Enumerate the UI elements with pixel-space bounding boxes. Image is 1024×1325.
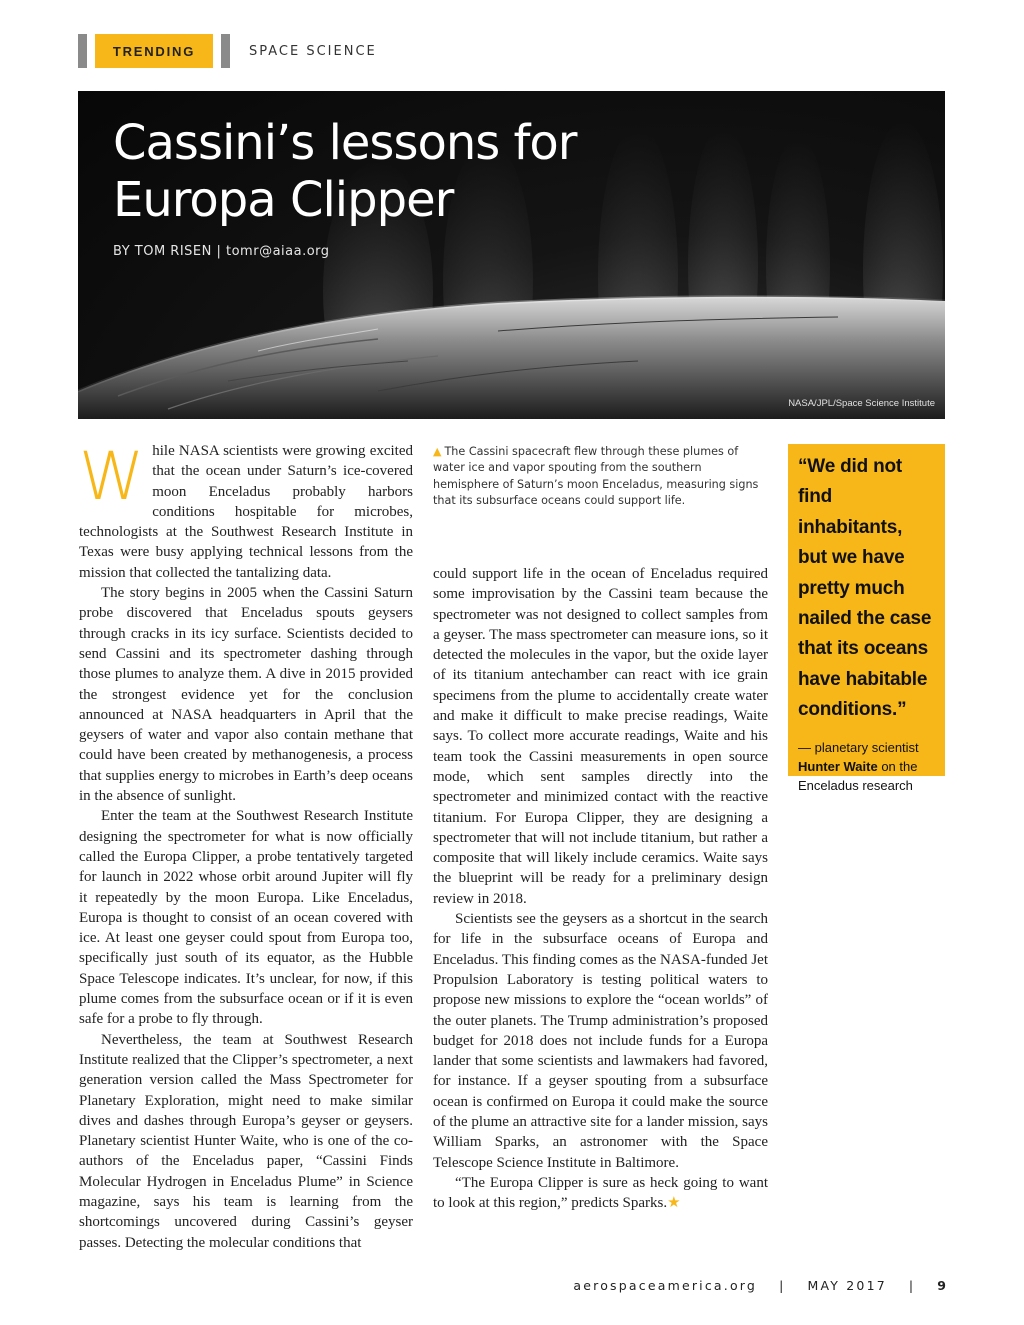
- end-star-icon: ★: [667, 1195, 681, 1212]
- photo-credit: NASA/JPL/Space Science Institute: [788, 398, 935, 409]
- paragraph-7-text: “The Europa Clipper is sure as heck going to want to look at this region,” predicts Sparks.: [433, 1174, 768, 1212]
- article-paragraph-3: Enter the team at the Southwest Research Institute designing the spectrometer for what is now officially called the Europa Clipper, a probe tentatively targeted for launch in 2022 whose orbit around Jupiter will fly it repeatedly by the moon Europa. Like Enceladus, Europa is thought to consist of an ocean covered with ice. At least one geyser could spout from Europa too, specifically just south of its equator, as the Hubble Space Telescope indicates. It’s unclear, for now, if this plume comes from the subsurface ocean or if it is even safe for a probe to fly through.: [79, 808, 413, 1028]
- article-title: [113, 115, 713, 229]
- footer-separator-1: |: [779, 1278, 786, 1293]
- article-paragraph-2: The story begins in 2005 when the Cassini Saturn probe discovered that Enceladus spouts geysers through cracks in its icy surface. Scientists decided to send Cassini and its spectrometer dashing through those plumes to analyze them. A dive in 2015 provided the strongest evidence yet for the conclusion announced at NASA headquarters in April that the geysers of water and vapor also contain methane that could have been created by methanogenesis, a process that supplies energy to microbes in Earth’s deep oceans in the absence of sunlight.: [79, 585, 413, 805]
- article-title-line-2: Europa Clipper: [113, 172, 454, 228]
- article-title-line-1: Cassini’s lessons for: [113, 115, 577, 171]
- footer-date: MAY 2017: [807, 1278, 887, 1293]
- tag-bar-right: [221, 34, 230, 68]
- article-paragraph-5: could support life in the ocean of Enceladus required some improvisation by the Cassini team because the spectrometer was not designed to collect samples from a geyser. The mass spectrometer can measure ions, so it detected the molecules in the vapor, but the oxide layer of its titanium antechamber can react with ice grain specimens from the plume to accidentally create water and make it difficult to make precise readings, Waite says. To collect more accurate readings, Waite and his team took the Cassini measurements in open source mode, which sent samples directly into the spectrometer and minimized contact with the reactive titanium. For Europa Clipper, they are designing a spectrometer that will not include titanium, but rather a composite that will likely include ceramics. Waite says the blueprint will be ready for a preliminary design review in 2018.: [433, 566, 768, 907]
- page-number: 9: [937, 1278, 946, 1293]
- hero-image: [78, 91, 945, 419]
- article-paragraph-7: [433, 1173, 768, 1214]
- article-column-1: [79, 438, 413, 1253]
- pull-quote-attribution: [798, 738, 935, 795]
- page-footer: [573, 1278, 946, 1293]
- attribution-prefix: — planetary scientist: [798, 739, 919, 755]
- pull-quote-box: [788, 444, 945, 793]
- article-paragraph-1: [79, 438, 413, 583]
- article-paragraph-4: Nevertheless, the team at Southwest Research Institute realized that the Clipper’s spectrometer, a next generation version called the Mass Spectrometer for Planetary Exploration, might need to make similar dives and dashes through Europa’s geyser or geysers. Planetary scientist Hunter Waite, who is one of the co-authors of the Enceladus paper, “Cassini Finds Molecular Hydrogen in Enceladus Plume” in Science magazine, says his team is learning from the shortcomings uncovered during Cassini’s geyser passes. Detecting the molecular conditions that: [79, 1031, 413, 1251]
- photo-caption: [433, 444, 763, 510]
- trending-tag: TRENDING: [95, 34, 213, 68]
- section-label: SPACE SCIENCE: [249, 43, 377, 59]
- caption-text: The Cassini spacecraft flew through these plumes of water ice and vapor spouting from the southern hemisphere of Saturn’s moon Enceladus, measuring signs that its subsurface oceans could support life.: [433, 445, 759, 508]
- byline: BY TOM RISEN | tomr@aiaa.org: [113, 244, 330, 259]
- article-column-2: [433, 564, 768, 1214]
- article-paragraph-6: Scientists see the geysers as a shortcut in the search for life in the subsurface oceans of Europa and Enceladus. This finding comes as the NASA-funded Jet Propulsion Laboratory is testing political waters to propose new missions to explore the “ocean worlds” of the outer planets. The Trump administration’s proposed budget for 2018 does not include funds for a Europa lander that some scientists and lawmakers had favored, for instance. If a geyser spouting from a subsurface ocean is confirmed on Europa it could make the source of the plume an attractive site for a lander mission, says William Sparks, an astronomer with the Space Telescope Science Institute in Baltimore.: [433, 911, 768, 1171]
- footer-separator-2: |: [908, 1278, 916, 1293]
- attribution-name: Hunter Waite: [798, 758, 878, 774]
- tag-bar-left: [78, 34, 87, 68]
- attribution-suffix: on the Enceladus research: [798, 758, 918, 793]
- section-tag-row: [78, 34, 377, 68]
- drop-cap: W: [79, 438, 145, 515]
- caption-triangle-icon: ▲: [433, 445, 442, 458]
- paragraph-1-text: hile NASA scientists were growing excited that the ocean under Saturn’s ice-covered moon Enceladus probably harbors conditions hospitable for microbes, technologists at the Southwest Research Institute in Texas were busy applying technical lessons from the mission that collected the tantalizing data.: [79, 443, 413, 581]
- footer-site: aerospaceamerica.org: [573, 1278, 758, 1293]
- pull-quote-text: “We did not find inhabitants, but we have pretty much nailed the case that its oceans have habitable conditions.”: [798, 456, 932, 721]
